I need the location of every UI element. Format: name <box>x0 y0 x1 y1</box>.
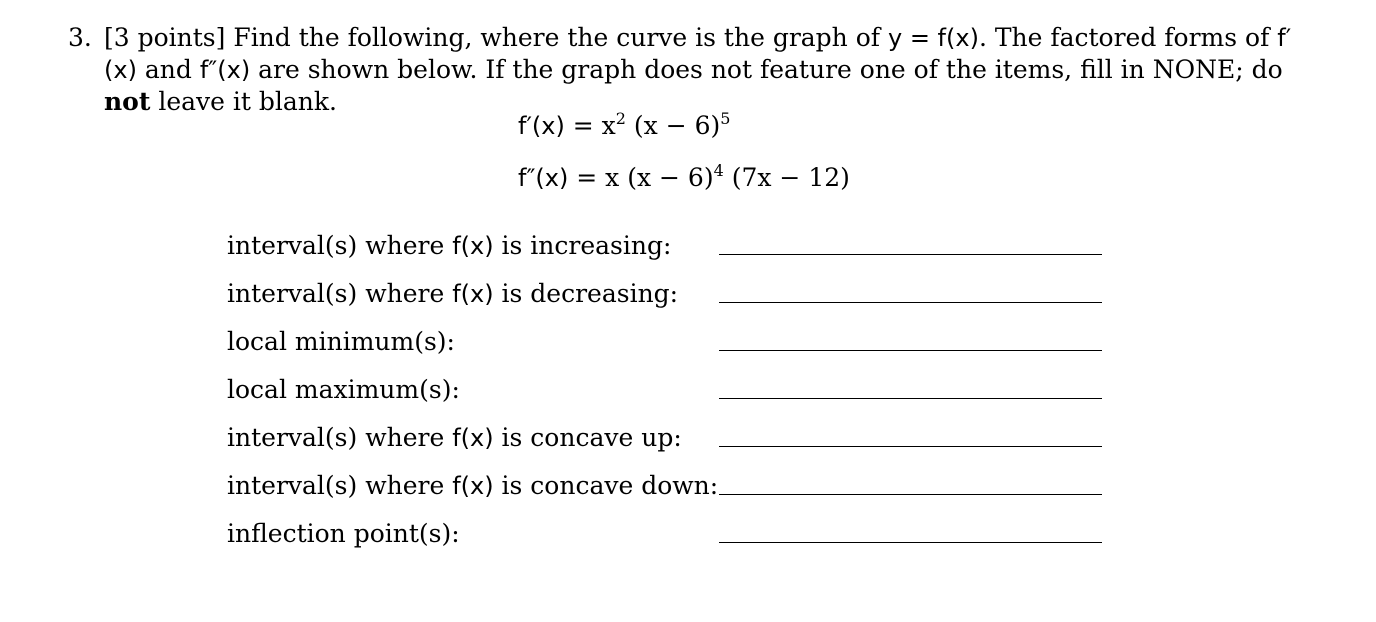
equation-rhs: = x (x − 6) <box>568 163 714 192</box>
answer-label <box>227 370 460 410</box>
answer-label <box>227 274 678 314</box>
problem-text-part: and <box>136 55 200 84</box>
answer-row-local-min <box>227 322 1107 362</box>
emphasis-not: not <box>104 87 151 116</box>
equation-rhs: = x <box>564 111 616 140</box>
equation-block <box>518 110 850 214</box>
answer-blank-line[interactable] <box>719 494 1102 495</box>
label-text: is decreasing: <box>493 279 679 308</box>
answer-label <box>227 418 682 458</box>
answer-row-increasing <box>227 226 1107 266</box>
math-y-eq-fx: y = f(x) <box>887 24 979 52</box>
label-text: interval(s) where <box>227 423 453 452</box>
answer-blank-line[interactable] <box>719 350 1102 351</box>
equation-fprime <box>518 110 850 162</box>
answer-label <box>227 514 460 554</box>
label-text: is concave down: <box>493 471 719 500</box>
problem-text-part: Find the following, where the curve is the graph of <box>233 23 888 52</box>
problem-text-part: . The factored forms of <box>978 23 1278 52</box>
answer-label <box>227 466 718 506</box>
label-math: f(x) <box>452 472 494 500</box>
answer-row-decreasing <box>227 274 1107 314</box>
label-math: f(x) <box>452 280 494 308</box>
equation-exponent: 4 <box>713 161 724 180</box>
problem-statement <box>68 22 1308 118</box>
label-text: inflection point(s): <box>227 519 460 548</box>
answer-blank-line[interactable] <box>719 398 1102 399</box>
answer-row-local-max <box>227 370 1107 410</box>
label-math: f(x) <box>452 232 494 260</box>
answer-blank-line[interactable] <box>719 542 1102 543</box>
equation-exponent: 5 <box>720 109 731 128</box>
answer-row-concave-down <box>227 466 1107 506</box>
label-text: interval(s) where <box>227 231 453 260</box>
label-text: local minimum(s): <box>227 327 455 356</box>
equation-lhs: f″(x) <box>518 164 569 192</box>
problem-points: [3 points] <box>104 23 226 52</box>
math-fprime: f′(x) <box>104 24 1292 84</box>
answer-label <box>227 322 455 362</box>
math-fdoubleprime: f″(x) <box>199 56 251 84</box>
equation-lhs: f′(x) <box>518 112 565 140</box>
label-text: local maximum(s): <box>227 375 460 404</box>
answer-label <box>227 226 671 266</box>
label-text: interval(s) where <box>227 279 453 308</box>
answer-row-concave-up <box>227 418 1107 458</box>
label-text: is concave up: <box>493 423 682 452</box>
equation-rhs: (7x − 12) <box>723 163 850 192</box>
answer-row-inflection <box>227 514 1107 554</box>
problem-text-part: leave it blank. <box>150 87 338 116</box>
label-text: interval(s) where <box>227 471 453 500</box>
label-text: is increasing: <box>493 231 672 260</box>
equation-fdoubleprime <box>518 162 850 214</box>
answer-blank-line[interactable] <box>719 446 1102 447</box>
answer-blank-line[interactable] <box>719 302 1102 303</box>
equation-exponent: 2 <box>615 109 626 128</box>
problem-text-part: are shown below. If the graph does not feature one of the items, fill in NONE; do <box>250 55 1283 84</box>
problem-number: 3. <box>68 23 92 52</box>
equation-rhs: (x − 6) <box>625 111 721 140</box>
answer-blank-line[interactable] <box>719 254 1102 255</box>
label-math: f(x) <box>452 424 494 452</box>
problem-text <box>104 22 1308 118</box>
